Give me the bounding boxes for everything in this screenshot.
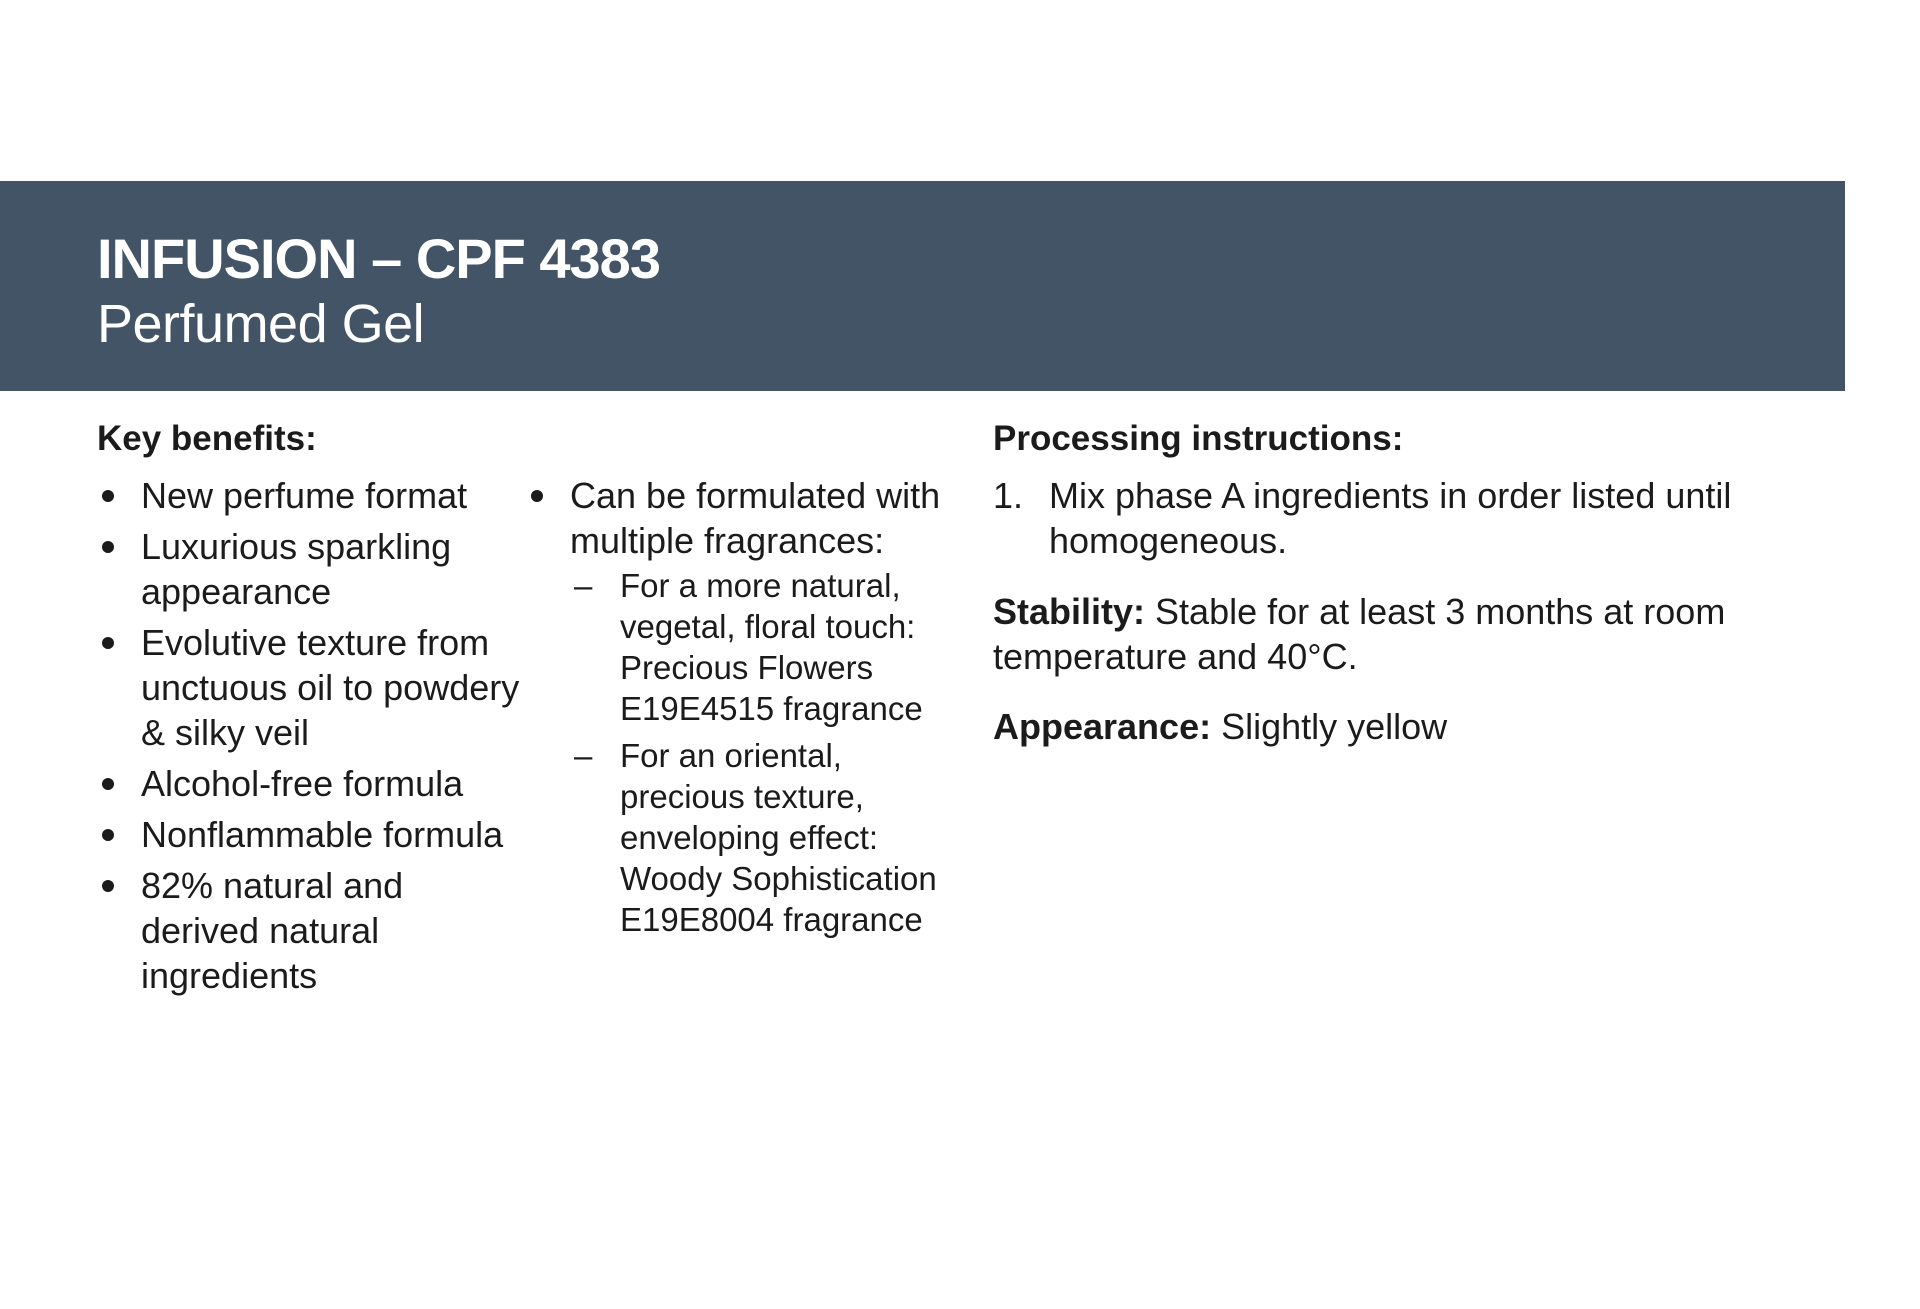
stability-paragraph <box>993 589 1793 679</box>
appearance-paragraph <box>993 704 1793 749</box>
appearance-label: Appearance: <box>993 706 1212 747</box>
bullet-icon <box>102 778 114 790</box>
sub-list-item: – For an oriental, precious texture, enveloping effect: Woody Sophistication E19E8004 fragrance <box>574 737 937 938</box>
appearance-text: Slightly yellow <box>1221 706 1448 747</box>
benefits-column-1 <box>98 473 528 1004</box>
list-item: Can be formulated with multiple fragrances: – For a more natural, vegetal, floral touch: Precious Flowers E19E4515 fragrance – For an oriental, precious texture, enveloping effect: Woody Sophistication E19E8004 fragrance <box>527 473 967 940</box>
list-item: 82% natural and derived natural ingredients <box>98 863 528 998</box>
stability-label: Stability: <box>993 591 1146 632</box>
bullet-icon <box>102 829 114 841</box>
list-item: New perfume format <box>98 473 528 518</box>
step-text: Mix phase A ingredients in order listed until homogeneous. <box>1049 475 1732 561</box>
list-item: Alcohol-free formula <box>98 761 528 806</box>
product-subtitle: Perfumed Gel <box>97 294 425 354</box>
benefits-column-2 <box>527 473 967 946</box>
bullet-icon <box>102 880 114 892</box>
bullet-icon <box>531 490 543 502</box>
list-item: Nonflammable formula <box>98 812 528 857</box>
list-item: Luxurious sparkling appearance <box>98 524 528 614</box>
step-number: 1. <box>993 475 1024 516</box>
bullet-icon <box>102 490 114 502</box>
processing-heading: Processing instructions: <box>993 419 1404 458</box>
header-banner <box>0 181 1845 391</box>
benefits-list <box>98 473 528 998</box>
processing-steps <box>993 473 1793 563</box>
dash-icon: – <box>574 737 593 774</box>
list-item: Evolutive texture from unctuous oil to powdery & silky veil <box>98 620 528 755</box>
dash-icon: – <box>574 567 593 604</box>
sub-list-item: – For a more natural, vegetal, floral touch: Precious Flowers E19E4515 fragrance <box>574 567 923 727</box>
bullet-icon <box>102 637 114 649</box>
product-title: INFUSION – CPF 4383 <box>97 227 660 290</box>
stability-text: Stable for at least 3 months at room temperature and 40°C. <box>993 591 1726 677</box>
fragrance-sublist <box>570 565 967 940</box>
key-benefits-heading: Key benefits: <box>97 419 317 458</box>
step-item <box>993 473 1793 563</box>
bullet-icon <box>102 541 114 553</box>
